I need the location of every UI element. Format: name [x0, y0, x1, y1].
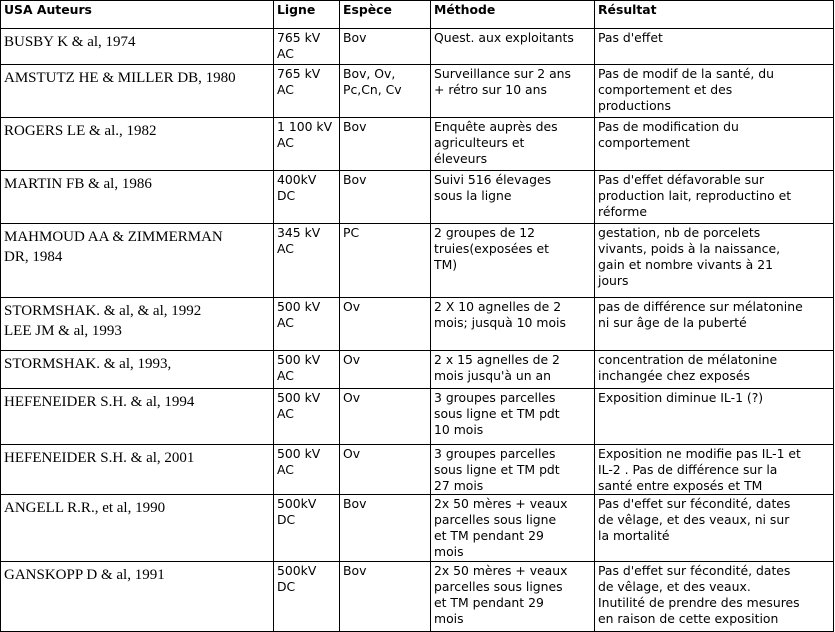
table-row	[1, 495, 834, 562]
cell-resultat	[595, 445, 834, 495]
cell-espece	[340, 351, 431, 389]
cell-methode-line: mois; jusquà 10 mois	[434, 315, 566, 330]
table-row	[1, 224, 834, 298]
cell-methode-line: et TM pendant 29	[434, 595, 544, 610]
cell-resultat-line: inchangée chez exposés	[598, 368, 750, 383]
cell-auteur-line: MAHMOUD AA & ZIMMERMAN	[4, 229, 223, 245]
cell-auteur	[1, 351, 274, 389]
cell-methode	[431, 224, 595, 298]
cell-ligne-line: 500 kV	[277, 390, 321, 405]
cell-espece-line: Bov, Ov,	[343, 66, 396, 81]
cell-resultat-line: ni sur âge de la puberté	[598, 315, 747, 330]
table-row	[1, 389, 834, 445]
cell-espece-line: Bov	[343, 119, 367, 134]
cell-ligne-line: 400kV	[277, 172, 317, 187]
cell-resultat-line: IL-2 . Pas de différence sur la	[598, 462, 778, 477]
cell-ligne	[274, 351, 340, 389]
cell-ligne-line: AC	[277, 46, 294, 61]
cell-resultat-line: de vêlage, et des veaux.	[598, 579, 751, 594]
cell-espece	[340, 562, 431, 632]
cell-methode-line: 3 groupes parcelles	[434, 446, 556, 461]
cell-methode-line: 10 mois	[434, 422, 484, 437]
table-row	[1, 351, 834, 389]
cell-auteur-line: GANSKOPP D & al, 1991	[4, 567, 165, 583]
cell-auteur-line: HEFENEIDER S.H. & al, 1994	[4, 394, 195, 410]
cell-methode	[431, 562, 595, 632]
cell-auteur-line: MARTIN FB & al, 1986	[4, 176, 152, 192]
cell-methode-line: agriculteurs et	[434, 135, 525, 150]
cell-espece	[340, 445, 431, 495]
cell-methode-line: 2x 50 mères + veaux	[434, 563, 568, 578]
cell-methode-line: truies(exposées et	[434, 241, 549, 256]
table-row	[1, 298, 834, 351]
cell-espece-line: Bov	[343, 30, 367, 45]
cell-resultat-line: productions	[598, 98, 671, 113]
cell-methode	[431, 351, 595, 389]
cell-espece	[340, 298, 431, 351]
cell-espece	[340, 29, 431, 65]
cell-methode-line: sous ligne et TM pdt	[434, 406, 560, 421]
cell-ligne-line: 500kV	[277, 563, 317, 578]
cell-ligne-line: AC	[277, 135, 294, 150]
cell-resultat	[595, 65, 834, 118]
cell-ligne-line: AC	[277, 368, 294, 383]
cell-auteur-line: STORMSHAK. & al, & al, 1992	[4, 303, 202, 319]
header-resultat: Résultat	[595, 1, 834, 29]
cell-methode	[431, 298, 595, 351]
table-row	[1, 171, 834, 224]
cell-resultat	[595, 562, 834, 632]
cell-resultat-line: Exposition ne modifie pas IL-1 et	[598, 446, 801, 461]
cell-ligne-line: 500 kV	[277, 446, 321, 461]
cell-resultat-line: jours	[598, 273, 629, 288]
header-row	[1, 1, 834, 29]
cell-ligne	[274, 171, 340, 224]
cell-espece-line: Pc,Cn, Cv	[343, 82, 402, 97]
cell-resultat	[595, 224, 834, 298]
cell-ligne-line: 345 kV	[277, 225, 321, 240]
cell-auteur	[1, 118, 274, 171]
cell-espece	[340, 495, 431, 562]
cell-auteur	[1, 224, 274, 298]
cell-resultat	[595, 298, 834, 351]
cell-methode-line: mois	[434, 611, 464, 626]
cell-methode-line: Enquête auprès des	[434, 119, 558, 134]
cell-resultat-line: Pas de modification du	[598, 119, 739, 134]
cell-resultat-line: Exposition diminue IL-1 (?)	[598, 390, 764, 405]
cell-ligne-line: AC	[277, 462, 294, 477]
cell-ligne	[274, 29, 340, 65]
cell-ligne-line: AC	[277, 315, 294, 330]
cell-methode-line: TM)	[434, 257, 458, 272]
cell-methode-line: 2 groupes de 12	[434, 225, 536, 240]
cell-resultat	[595, 389, 834, 445]
cell-espece-line: PC	[343, 225, 360, 240]
cell-espece-line: Bov	[343, 496, 367, 511]
cell-resultat-line: pas de différence sur mélatonine	[598, 299, 803, 314]
cell-resultat	[595, 351, 834, 389]
cell-auteur	[1, 65, 274, 118]
cell-ligne-line: 1 100 kV	[277, 119, 333, 134]
cell-ligne	[274, 495, 340, 562]
table-row	[1, 29, 834, 65]
cell-methode	[431, 118, 595, 171]
cell-ligne-line: AC	[277, 82, 294, 97]
cell-auteur	[1, 298, 274, 351]
cell-ligne	[274, 298, 340, 351]
cell-resultat-line: réforme	[598, 204, 647, 219]
cell-auteur	[1, 562, 274, 632]
cell-ligne-line: DC	[277, 188, 296, 203]
table-row	[1, 562, 834, 632]
cell-methode-line: Quest. aux exploitants	[434, 30, 574, 45]
cell-methode-line: parcelles sous lignes	[434, 579, 563, 594]
cell-auteur-line: DR, 1984	[4, 249, 63, 265]
table-row	[1, 65, 834, 118]
cell-espece-line: Ov	[343, 446, 361, 461]
cell-ligne-line: DC	[277, 579, 296, 594]
cell-ligne	[274, 562, 340, 632]
cell-auteur	[1, 171, 274, 224]
cell-ligne-line: 765 kV	[277, 30, 321, 45]
cell-espece-line: Ov	[343, 299, 361, 314]
header-methode: Méthode	[431, 1, 595, 29]
cell-ligne-line: 765 kV	[277, 66, 321, 81]
cell-espece-line: Ov	[343, 352, 361, 367]
cell-auteur-line: STORMSHAK. & al, 1993,	[4, 356, 172, 372]
cell-ligne	[274, 118, 340, 171]
cell-espece	[340, 118, 431, 171]
cell-resultat	[595, 118, 834, 171]
cell-methode-line: sous la ligne	[434, 188, 512, 203]
cell-methode-line: mois	[434, 544, 464, 559]
cell-methode-line: 2x 50 mères + veaux	[434, 496, 568, 511]
cell-methode	[431, 171, 595, 224]
cell-espece	[340, 224, 431, 298]
cell-resultat-line: Inutilité de prendre des mesures	[598, 595, 800, 610]
cell-methode-line: sous ligne et TM pdt	[434, 462, 560, 477]
cell-auteur-line: ANGELL R.R., et al, 1990	[4, 500, 166, 516]
table-row	[1, 118, 834, 171]
header-auteurs: USA Auteurs	[1, 1, 274, 29]
cell-auteur	[1, 29, 274, 65]
cell-resultat-line: santé entre exposés et TM	[598, 478, 763, 493]
cell-methode-line: 27 mois	[434, 478, 484, 493]
cell-auteur-line: LEE JM & al, 1993	[4, 323, 122, 339]
cell-auteur-line: AMSTUTZ HE & MILLER DB, 1980	[4, 70, 236, 86]
cell-resultat-line: Pas d'effet sur fécondité, dates	[598, 496, 791, 511]
cell-auteur	[1, 445, 274, 495]
cell-ligne	[274, 65, 340, 118]
cell-resultat-line: comportement	[598, 135, 690, 150]
cell-espece	[340, 389, 431, 445]
header-espece: Espèce	[340, 1, 431, 29]
cell-espece-line: Bov	[343, 172, 367, 187]
cell-resultat-line: production lait, reproductino et	[598, 188, 792, 203]
cell-methode	[431, 445, 595, 495]
cell-ligne-line: AC	[277, 406, 294, 421]
cell-resultat	[595, 171, 834, 224]
cell-methode-line: et TM pendant 29	[434, 528, 544, 543]
cell-methode	[431, 29, 595, 65]
cell-espece-line: Bov	[343, 563, 367, 578]
cell-auteur-line: HEFENEIDER S.H. & al, 2001	[4, 450, 195, 466]
cell-auteur-line: ROGERS LE & al., 1982	[4, 123, 157, 139]
header-ligne: Ligne	[274, 1, 340, 29]
cell-ligne-line: 500 kV	[277, 352, 321, 367]
cell-methode-line: 2 X 10 agnelles de 2	[434, 299, 562, 314]
cell-ligne	[274, 445, 340, 495]
cell-methode	[431, 495, 595, 562]
cell-espece	[340, 65, 431, 118]
cell-ligne-line: 500kV	[277, 496, 317, 511]
cell-methode-line: éleveurs	[434, 151, 488, 166]
cell-ligne	[274, 389, 340, 445]
cell-methode-line: Suivi 516 élevages	[434, 172, 552, 187]
cell-espece-line: Ov	[343, 390, 361, 405]
cell-methode	[431, 65, 595, 118]
table-row	[1, 445, 834, 495]
cell-methode	[431, 389, 595, 445]
cell-ligne-line: 500 kV	[277, 299, 321, 314]
cell-resultat-line: comportement et des	[598, 82, 733, 97]
cell-resultat-line: Pas d'effet	[598, 30, 663, 45]
cell-resultat	[595, 29, 834, 65]
cell-methode-line: 2 x 15 agnelles de 2	[434, 352, 560, 367]
cell-auteur	[1, 495, 274, 562]
cell-resultat-line: la mortalité	[598, 528, 670, 543]
cell-ligne-line: DC	[277, 512, 296, 527]
cell-methode-line: Surveillance sur 2 ans	[434, 66, 571, 81]
cell-resultat	[595, 495, 834, 562]
cell-methode-line: + rétro sur 10 ans	[434, 82, 547, 97]
cell-methode-line: parcelles sous ligne	[434, 512, 557, 527]
cell-resultat-line: concentration de mélatonine	[598, 352, 778, 367]
cell-ligne	[274, 224, 340, 298]
cell-resultat-line: de vêlage, et des veaux, ni sur	[598, 512, 790, 527]
cell-resultat-line: Pas d'effet sur fécondité, dates	[598, 563, 791, 578]
cell-resultat-line: gestation, nb de porcelets	[598, 225, 761, 240]
cell-espece	[340, 171, 431, 224]
cell-ligne-line: AC	[277, 241, 294, 256]
cell-methode-line: mois jusqu'à un an	[434, 368, 551, 383]
cell-resultat-line: vivants, poids à la naissance,	[598, 241, 781, 256]
cell-resultat-line: Pas d'effet défavorable sur	[598, 172, 765, 187]
cell-resultat-line: gain et nombre vivants à 21	[598, 257, 773, 272]
cell-resultat-line: en raison de cette exposition	[598, 611, 779, 626]
cell-auteur	[1, 389, 274, 445]
cell-resultat-line: Pas de modif de la santé, du	[598, 66, 774, 81]
cell-auteur-line: BUSBY K & al, 1974	[4, 34, 136, 50]
cell-methode-line: 3 groupes parcelles	[434, 390, 556, 405]
